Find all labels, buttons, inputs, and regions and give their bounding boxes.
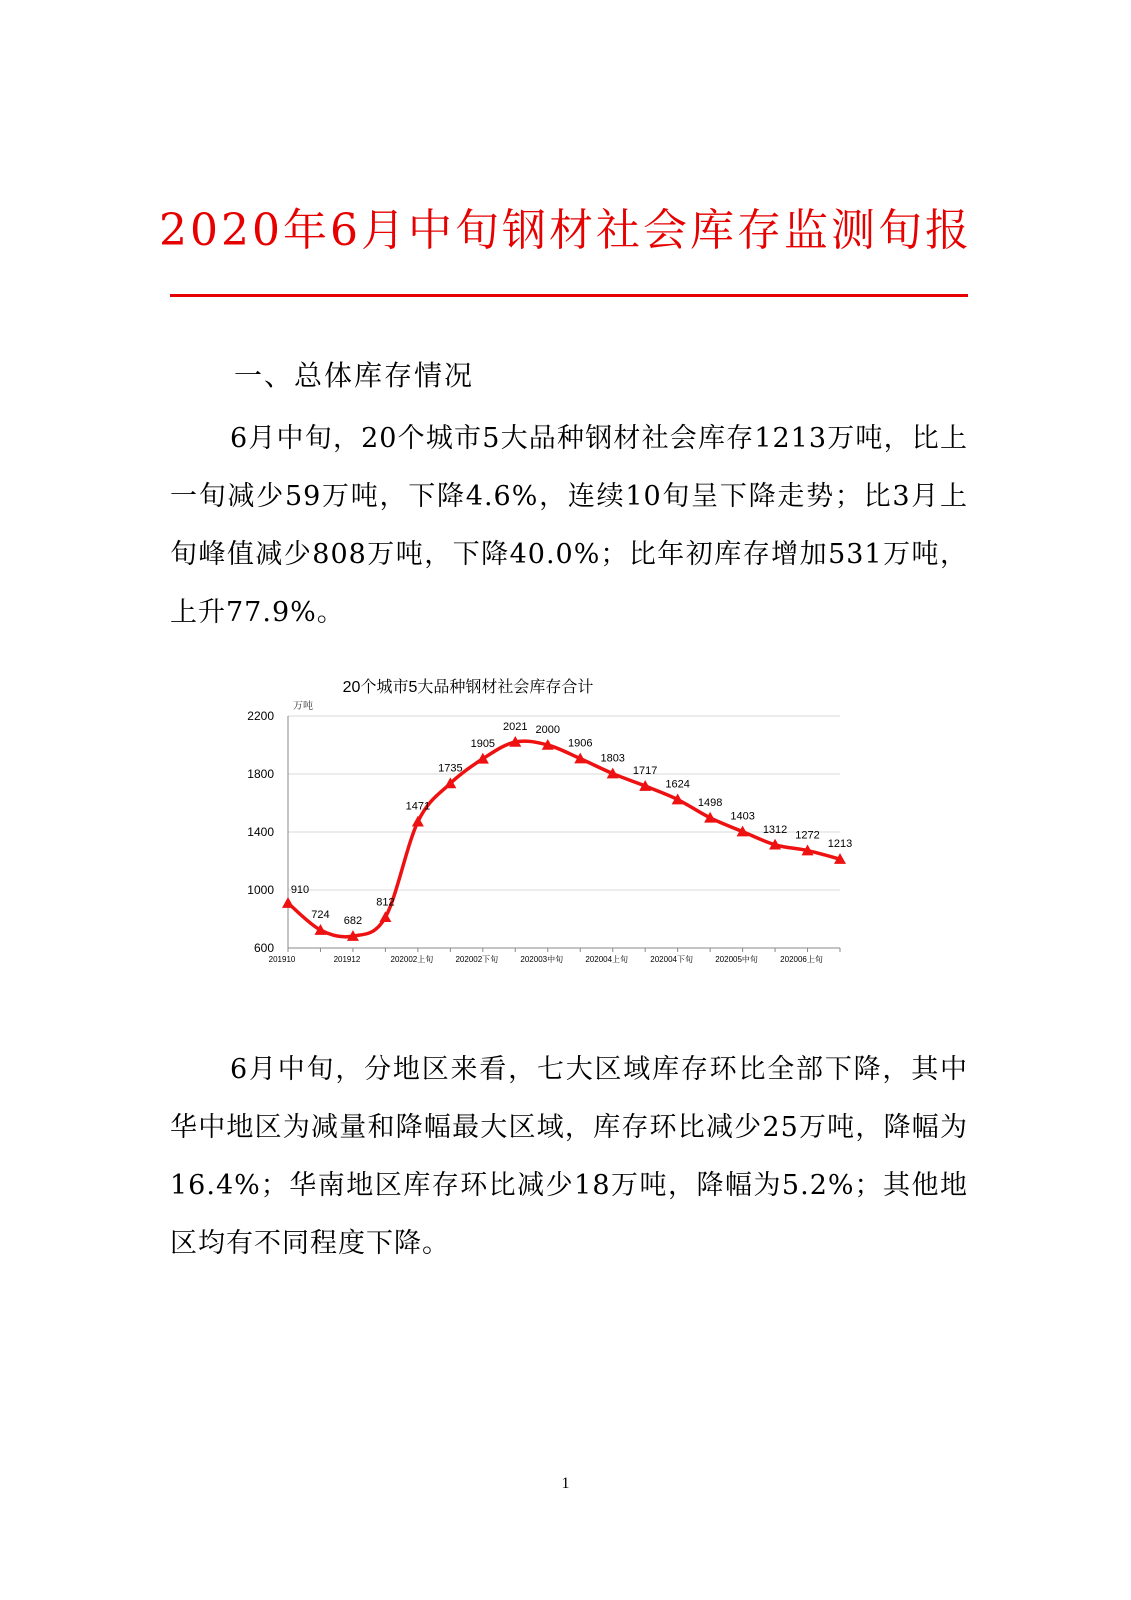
data-label: 1312 — [762, 823, 788, 836]
inventory-line-chart — [218, 668, 868, 980]
x-tick-label: 202006上旬 — [780, 955, 823, 964]
data-label: 1717 — [632, 765, 658, 778]
paragraph-regional-inventory: 6月中旬，分地区来看，七大区域库存环比全部下降，其中华中地区为减量和降幅最大区域，库存环比减少25万吨，降幅为16.4%；华南地区库存环比减少18万吨，降幅为5.2%；其他地区均有不同程度下降。 — [170, 1054, 968, 1259]
data-label: 1471 — [405, 800, 431, 813]
y-tick-label: 600 — [253, 941, 274, 955]
paragraph-overall-inventory: 6月中旬，20个城市5大品种钢材社会库存1213万吨，比上一旬减少59万吨，下降4.6%，连续10旬呈下降走势；比3月上旬峰值减少808万吨，下降40.0%；比年初库存增加531万吨，上升77.9%。 — [170, 423, 968, 628]
x-tick-label: 202004下旬 — [650, 955, 693, 964]
title-divider — [170, 294, 968, 297]
data-label: 1905 — [470, 737, 496, 750]
chart-svg — [218, 668, 868, 980]
data-label: 1803 — [600, 752, 625, 765]
data-label: 1624 — [665, 778, 690, 791]
x-tick-label: 202004上旬 — [585, 955, 629, 964]
section-heading: 一、总体库存情况 — [234, 359, 475, 392]
chart-title: 20个城市5大品种钢材社会库存合计 — [342, 679, 594, 696]
page-title: 2020年6月中旬钢材社会库存监测旬报 — [159, 205, 972, 256]
x-tick-label: 202002上旬 — [390, 955, 434, 964]
data-label: 1213 — [827, 838, 853, 851]
page-number: 1 — [561, 1475, 570, 1492]
data-label: 2021 — [503, 720, 528, 733]
data-label: 812 — [376, 896, 395, 909]
y-tick-label: 1400 — [247, 825, 274, 839]
data-label: 1498 — [697, 796, 723, 809]
x-tick-label: 201912 — [333, 955, 361, 964]
data-label: 2000 — [535, 724, 561, 736]
y-tick-label: 2200 — [247, 709, 274, 723]
data-label: 1272 — [795, 829, 820, 842]
chart-y-axis-unit: 万吨 — [293, 701, 313, 712]
y-tick-label: 1000 — [247, 883, 274, 897]
data-label: 910 — [290, 884, 310, 897]
x-tick-label: 202003中旬 — [520, 955, 564, 964]
x-tick-label: 202002下旬 — [455, 955, 499, 964]
y-tick-label: 1800 — [247, 767, 274, 781]
series-line — [288, 741, 840, 937]
data-point-marker — [282, 897, 294, 908]
data-label: 724 — [311, 909, 330, 922]
data-label: 682 — [343, 915, 363, 928]
data-label: 1906 — [567, 737, 593, 750]
data-label: 1735 — [438, 762, 463, 775]
x-tick-label: 201910 — [268, 955, 296, 964]
x-tick-label: 202005中旬 — [715, 955, 758, 964]
data-point-marker — [379, 911, 391, 922]
data-label: 1403 — [730, 810, 755, 823]
